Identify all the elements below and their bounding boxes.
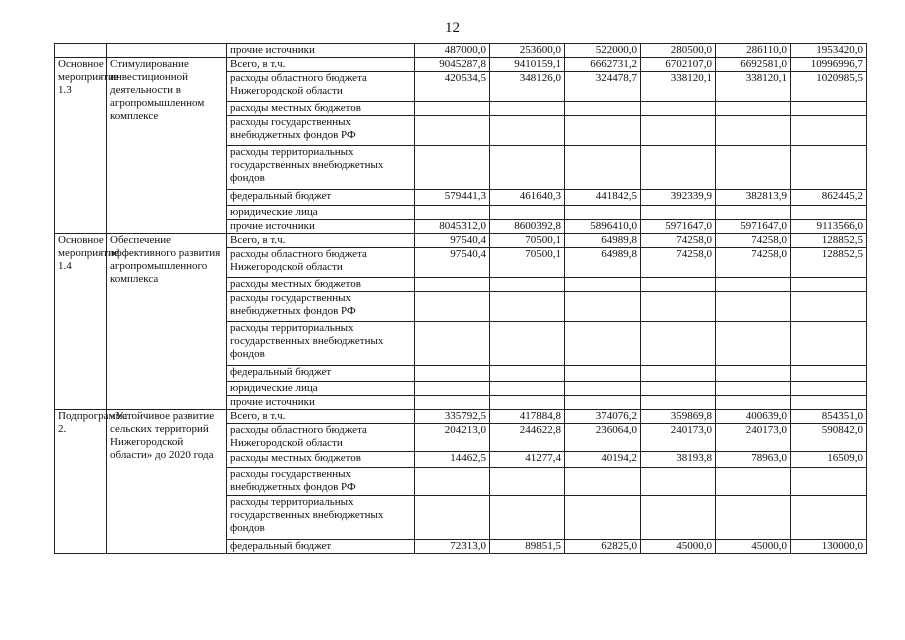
amount-cell [791,146,867,190]
program-name-cell: Обеспечение эффективного развития агропромышленного комплекса [107,234,227,410]
amount-cell: 522000,0 [565,44,641,58]
amount-cell: 72313,0 [415,540,490,554]
amount-cell [641,396,716,410]
funding-source-label: федеральный бюджет [227,366,415,382]
amount-cell: 64989,8 [565,248,641,278]
amount-cell [565,278,641,292]
amount-cell: 74258,0 [641,248,716,278]
amount-cell [716,396,791,410]
amount-cell: 70500,1 [490,248,565,278]
amount-cell [565,292,641,322]
amount-cell: 348126,0 [490,72,565,102]
amount-cell: 5971647,0 [641,220,716,234]
amount-cell: 45000,0 [716,540,791,554]
amount-cell: 382813,9 [716,190,791,206]
amount-cell: 1953420,0 [791,44,867,58]
funding-source-label: прочие источники [227,220,415,234]
amount-cell [641,496,716,540]
amount-cell: 392339,9 [641,190,716,206]
amount-cell [490,468,565,496]
page-number: 12 [445,20,460,36]
amount-cell [641,292,716,322]
funding-source-label: расходы государственных внебюджетных фондов РФ [227,468,415,496]
amount-cell [641,146,716,190]
amount-cell [490,322,565,366]
program-type-cell: Основное мероприятие 1.3 [55,58,107,234]
amount-cell [415,322,490,366]
program-type-cell: Подпрограмма 2. [55,410,107,554]
amount-cell: 324478,7 [565,72,641,102]
amount-cell [490,496,565,540]
amount-cell: 335792,5 [415,410,490,424]
empty-cell [107,44,227,58]
amount-cell [641,278,716,292]
amount-cell: 5896410,0 [565,220,641,234]
amount-cell: 854351,0 [791,410,867,424]
amount-cell [791,292,867,322]
amount-cell [565,116,641,146]
amount-cell: 128852,5 [791,234,867,248]
amount-cell: 862445,2 [791,190,867,206]
amount-cell: 74258,0 [641,234,716,248]
funding-source-label: юридические лица [227,382,415,396]
program-type-cell: Основное мероприятие 1.4 [55,234,107,410]
funding-source-label: Всего, в т.ч. [227,58,415,72]
table-row [55,44,867,58]
amount-cell: 74258,0 [716,234,791,248]
funding-source-label: Всего, в т.ч. [227,234,415,248]
funding-source-label: расходы местных бюджетов [227,452,415,468]
amount-cell [565,382,641,396]
amount-cell: 97540,4 [415,234,490,248]
amount-cell [415,278,490,292]
amount-cell [641,468,716,496]
amount-cell [716,292,791,322]
amount-cell: 359869,8 [641,410,716,424]
amount-cell: 374076,2 [565,410,641,424]
amount-cell [490,366,565,382]
amount-cell: 579441,3 [415,190,490,206]
amount-cell: 74258,0 [716,248,791,278]
amount-cell [415,146,490,190]
amount-cell: 70500,1 [490,234,565,248]
amount-cell [490,278,565,292]
amount-cell: 45000,0 [641,540,716,554]
amount-cell: 40194,2 [565,452,641,468]
amount-cell: 280500,0 [641,44,716,58]
amount-cell [565,206,641,220]
amount-cell [716,322,791,366]
amount-cell [641,382,716,396]
amount-cell [641,322,716,366]
amount-cell: 338120,1 [716,72,791,102]
amount-cell: 16509,0 [791,452,867,468]
amount-cell: 64989,8 [565,234,641,248]
amount-cell: 244622,8 [490,424,565,452]
amount-cell [490,382,565,396]
amount-cell: 240173,0 [716,424,791,452]
amount-cell: 6702107,0 [641,58,716,72]
funding-source-label: федеральный бюджет [227,540,415,554]
amount-cell [716,116,791,146]
funding-source-label: расходы территориальных государственных внебюджетных фондов [227,322,415,366]
amount-cell: 9410159,1 [490,58,565,72]
amount-cell [565,146,641,190]
amount-cell: 253600,0 [490,44,565,58]
funding-source-label: расходы местных бюджетов [227,278,415,292]
amount-cell [791,496,867,540]
funding-source-label: расходы областного бюджета Нижегородской области [227,72,415,102]
empty-cell [55,44,107,58]
amount-cell [415,292,490,322]
table-row [55,410,867,424]
amount-cell [490,206,565,220]
funding-source-label: Всего, в т.ч. [227,410,415,424]
amount-cell: 236064,0 [565,424,641,452]
funding-source-label: прочие источники [227,44,415,58]
amount-cell [415,116,490,146]
amount-cell: 240173,0 [641,424,716,452]
amount-cell [716,496,791,540]
amount-cell: 286110,0 [716,44,791,58]
amount-cell [716,382,791,396]
amount-cell [415,468,490,496]
amount-cell [716,278,791,292]
amount-cell [565,322,641,366]
amount-cell [791,102,867,116]
funding-source-label: расходы территориальных государственных внебюджетных фондов [227,146,415,190]
amount-cell: 97540,4 [415,248,490,278]
amount-cell: 1020985,5 [791,72,867,102]
amount-cell: 9045287,8 [415,58,490,72]
amount-cell: 78963,0 [716,452,791,468]
amount-cell [641,102,716,116]
amount-cell: 338120,1 [641,72,716,102]
amount-cell [565,366,641,382]
amount-cell: 14462,5 [415,452,490,468]
amount-cell [415,496,490,540]
program-name-cell: «Устойчивое развитие сельских территорий Нижегородской области» до 2020 года [107,410,227,554]
amount-cell [716,468,791,496]
amount-cell [565,496,641,540]
amount-cell [490,396,565,410]
amount-cell: 417884,8 [490,410,565,424]
amount-cell: 62825,0 [565,540,641,554]
amount-cell: 130000,0 [791,540,867,554]
amount-cell: 400639,0 [716,410,791,424]
funding-source-label: юридические лица [227,206,415,220]
amount-cell [415,382,490,396]
amount-cell [490,102,565,116]
amount-cell [791,396,867,410]
amount-cell [716,206,791,220]
amount-cell: 6662731,2 [565,58,641,72]
table-row [55,234,867,248]
amount-cell: 204213,0 [415,424,490,452]
funding-source-label: расходы областного бюджета Нижегородской области [227,424,415,452]
amount-cell [565,102,641,116]
amount-cell [716,366,791,382]
funding-source-label: федеральный бюджет [227,190,415,206]
program-name-cell: Стимулирование инвестиционной деятельности в агропромышленном комплексе [107,58,227,234]
budget-table [54,43,867,554]
amount-cell: 420534,5 [415,72,490,102]
amount-cell: 461640,3 [490,190,565,206]
amount-cell [791,366,867,382]
amount-cell: 9113566,0 [791,220,867,234]
amount-cell [565,468,641,496]
amount-cell: 5971647,0 [716,220,791,234]
amount-cell: 41277,4 [490,452,565,468]
amount-cell: 8045312,0 [415,220,490,234]
amount-cell: 8600392,8 [490,220,565,234]
amount-cell [415,206,490,220]
amount-cell [641,116,716,146]
amount-cell [641,366,716,382]
amount-cell [490,116,565,146]
amount-cell: 6692581,0 [716,58,791,72]
amount-cell [791,278,867,292]
amount-cell [415,102,490,116]
funding-source-label: прочие источники [227,396,415,410]
amount-cell: 89851,5 [490,540,565,554]
funding-source-label: расходы государственных внебюджетных фондов РФ [227,116,415,146]
amount-cell [791,382,867,396]
amount-cell [791,322,867,366]
amount-cell [716,146,791,190]
amount-cell [565,396,641,410]
amount-cell [415,366,490,382]
funding-source-label: расходы государственных внебюджетных фондов РФ [227,292,415,322]
funding-source-label: расходы областного бюджета Нижегородской области [227,248,415,278]
amount-cell [641,206,716,220]
table-row [55,58,867,72]
amount-cell: 487000,0 [415,44,490,58]
amount-cell [791,206,867,220]
amount-cell [791,468,867,496]
amount-cell [415,396,490,410]
amount-cell [791,116,867,146]
amount-cell: 10996996,7 [791,58,867,72]
funding-source-label: расходы территориальных государственных внебюджетных фондов [227,496,415,540]
funding-source-label: расходы местных бюджетов [227,102,415,116]
amount-cell [490,292,565,322]
amount-cell [716,102,791,116]
amount-cell: 590842,0 [791,424,867,452]
amount-cell: 441842,5 [565,190,641,206]
amount-cell: 38193,8 [641,452,716,468]
amount-cell [490,146,565,190]
amount-cell: 128852,5 [791,248,867,278]
